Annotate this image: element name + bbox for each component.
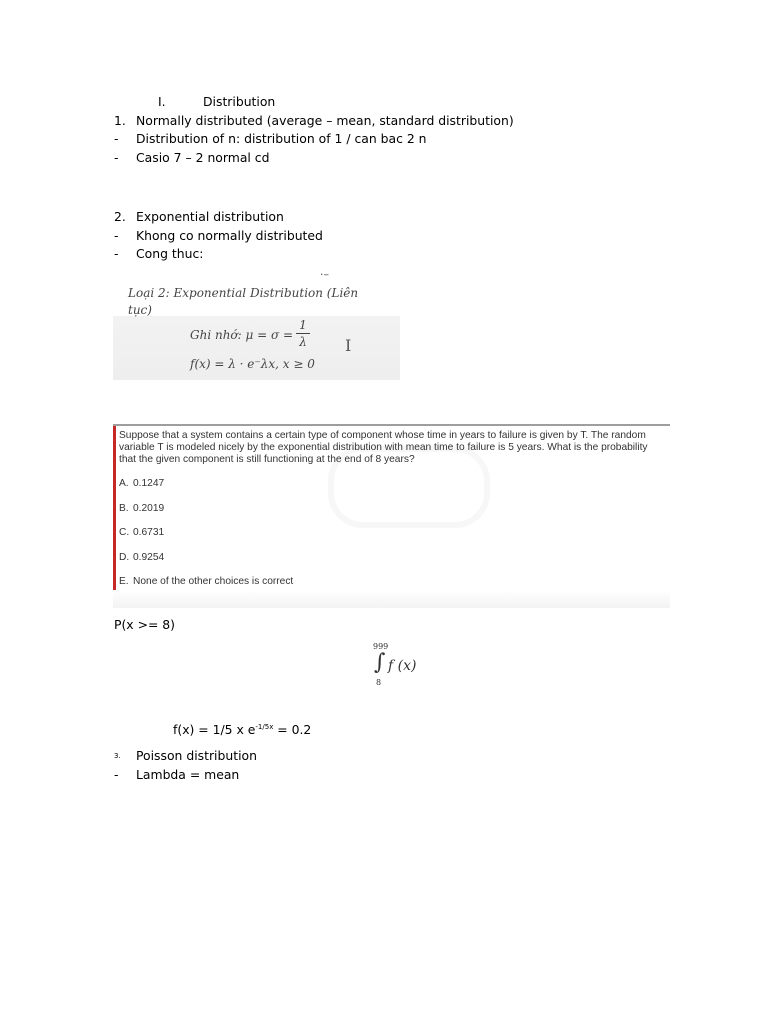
probability-expression: P(x >= 8) bbox=[114, 617, 175, 632]
option-e bbox=[119, 576, 293, 587]
bullet-marker: - bbox=[114, 150, 119, 165]
section2-number: 2. bbox=[114, 209, 126, 224]
section1-bullet-2: Casio 7 – 2 normal cd bbox=[136, 150, 270, 165]
bullet-marker: - bbox=[114, 246, 119, 261]
option-key: B. bbox=[119, 503, 129, 514]
option-value: 0.2019 bbox=[133, 503, 165, 514]
option-key: D. bbox=[119, 552, 130, 563]
integral-expression bbox=[368, 642, 428, 692]
heading-roman: I. bbox=[158, 94, 166, 109]
option-b bbox=[119, 503, 164, 514]
bullet-marker: - bbox=[114, 228, 119, 243]
image-bottom-fade bbox=[113, 590, 670, 608]
section3-title: Poisson distribution bbox=[136, 748, 257, 763]
question-text: Suppose that a system contains a certain type of component whose time in years to failure is given by T. The random variable T is modeled nicely by the exponential distribution with mean time to failure is 5 years. What is the probability that the given component is still functioning at the end of 8 years? bbox=[119, 430, 648, 465]
section3-bullet-1: Lambda = mean bbox=[136, 767, 240, 782]
option-value: 0.9254 bbox=[133, 552, 165, 563]
question-image bbox=[113, 424, 670, 608]
integral-upper-bound: 999 bbox=[373, 642, 389, 651]
section1-bullet-1: Distribution of n: distribution of 1 / can bac 2 n bbox=[136, 131, 427, 146]
heading-title: Distribution bbox=[203, 94, 276, 109]
integral-integrand: f (x) bbox=[388, 658, 417, 674]
bullet-marker: - bbox=[114, 767, 119, 782]
option-c bbox=[119, 527, 164, 538]
fx-exponent: -1/5x bbox=[255, 723, 274, 731]
fraction-numerator: 1 bbox=[299, 318, 307, 332]
section2-title: Exponential distribution bbox=[136, 209, 284, 224]
fraction-denominator: λ bbox=[299, 335, 307, 349]
fx-formula bbox=[173, 719, 311, 738]
option-value: 0.6731 bbox=[133, 527, 165, 538]
section1-title: Normally distributed (average – mean, standard distribution) bbox=[136, 113, 514, 128]
fraction-bar bbox=[296, 333, 310, 334]
section2-bullet-1: Khong co normally distributed bbox=[136, 228, 323, 243]
section2-bullet-2: Cong thuc: bbox=[136, 246, 204, 261]
section3-number: 3. bbox=[114, 752, 121, 760]
fx-suffix: = 0.2 bbox=[273, 722, 312, 737]
formula-fraction bbox=[296, 318, 310, 349]
integral-sign-icon: ∫ bbox=[374, 650, 386, 675]
image-artifact: ·– bbox=[320, 268, 329, 281]
formula-title-line2: tục) bbox=[128, 303, 152, 317]
option-a bbox=[119, 478, 164, 489]
option-value: 0.1247 bbox=[133, 478, 165, 489]
formula-pdf: f(x) = λ · e⁻λx, x ≥ 0 bbox=[190, 357, 315, 371]
option-key: A. bbox=[119, 478, 129, 489]
option-key: C. bbox=[119, 527, 130, 538]
option-key: E. bbox=[119, 576, 129, 587]
formula-title-line1: Loại 2: Exponential Distribution (Liên bbox=[128, 286, 359, 300]
accent-bar bbox=[113, 426, 116, 608]
fx-prefix: f(x) = 1/5 x e bbox=[173, 722, 256, 737]
section1-number: 1. bbox=[114, 113, 126, 128]
text-cursor-icon: I bbox=[345, 336, 352, 355]
integral-lower-bound: 8 bbox=[376, 678, 382, 687]
bullet-marker: - bbox=[114, 131, 119, 146]
option-value: None of the other choices is correct bbox=[133, 576, 294, 587]
formula-image bbox=[113, 266, 400, 380]
option-d bbox=[119, 552, 164, 563]
formula-note-label: Ghi nhớ: μ = σ = bbox=[190, 328, 294, 342]
